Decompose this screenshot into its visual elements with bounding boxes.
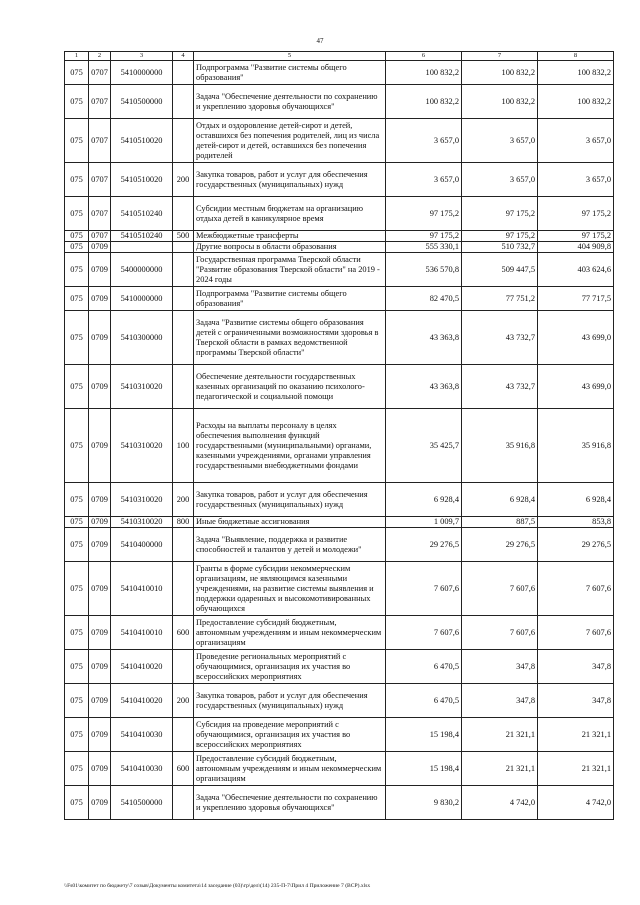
target-article-cell: 5410410030 — [111, 718, 173, 752]
target-article-cell: 5410510020 — [111, 163, 173, 197]
target-article-cell: 5410500000 — [111, 85, 173, 119]
table-row — [65, 242, 614, 253]
amount-year3-cell: 97 175,2 — [538, 197, 614, 231]
budget-table — [64, 51, 614, 820]
header-cell: 8 — [538, 52, 614, 61]
amount-year3-cell: 77 717,5 — [538, 287, 614, 311]
section-code-cell: 0707 — [89, 61, 111, 85]
admin-code-cell: 075 — [65, 409, 89, 483]
target-article-cell: 5410500000 — [111, 786, 173, 820]
amount-year3-cell: 21 321,1 — [538, 718, 614, 752]
target-article-cell: 5410410020 — [111, 650, 173, 684]
item-name-cell: Задача "Обеспечение деятельности по сохранению и укреплению здоровья обучающихся" — [194, 85, 386, 119]
amount-year3-cell: 3 657,0 — [538, 163, 614, 197]
amount-year1-cell: 100 832,2 — [386, 61, 462, 85]
amount-year1-cell: 100 832,2 — [386, 85, 462, 119]
section-code-cell: 0709 — [89, 311, 111, 365]
table-row — [65, 311, 614, 365]
amount-year1-cell: 536 570,8 — [386, 253, 462, 287]
amount-year2-cell: 100 832,2 — [462, 85, 538, 119]
admin-code-cell: 075 — [65, 119, 89, 163]
amount-year3-cell: 347,8 — [538, 650, 614, 684]
target-article-cell: 5410410020 — [111, 684, 173, 718]
expense-type-cell: 100 — [173, 409, 194, 483]
table-row — [65, 197, 614, 231]
amount-year1-cell: 1 009,7 — [386, 517, 462, 528]
section-code-cell: 0709 — [89, 718, 111, 752]
expense-type-cell — [173, 528, 194, 562]
amount-year1-cell: 6 470,5 — [386, 684, 462, 718]
page-number: 47 — [316, 37, 324, 45]
amount-year1-cell: 97 175,2 — [386, 231, 462, 242]
amount-year1-cell: 35 425,7 — [386, 409, 462, 483]
target-article-cell: 5410410010 — [111, 616, 173, 650]
target-article-cell: 5410510020 — [111, 119, 173, 163]
item-name-cell: Задача "Выявление, поддержка и развитие способностей и талантов у детей и молодежи" — [194, 528, 386, 562]
amount-year3-cell: 4 742,0 — [538, 786, 614, 820]
item-name-cell: Иные бюджетные ассигнования — [194, 517, 386, 528]
amount-year2-cell: 347,8 — [462, 684, 538, 718]
expense-type-cell: 500 — [173, 231, 194, 242]
header-cell: 4 — [173, 52, 194, 61]
amount-year2-cell: 21 321,1 — [462, 752, 538, 786]
amount-year1-cell: 97 175,2 — [386, 197, 462, 231]
header-cell: 3 — [111, 52, 173, 61]
amount-year1-cell: 15 198,4 — [386, 752, 462, 786]
target-article-cell: 5410000000 — [111, 287, 173, 311]
table-row — [65, 231, 614, 242]
amount-year2-cell: 4 742,0 — [462, 786, 538, 820]
table-row — [65, 483, 614, 517]
amount-year3-cell: 43 699,0 — [538, 311, 614, 365]
amount-year1-cell: 9 830,2 — [386, 786, 462, 820]
amount-year2-cell: 29 276,5 — [462, 528, 538, 562]
admin-code-cell: 075 — [65, 61, 89, 85]
section-code-cell: 0709 — [89, 483, 111, 517]
admin-code-cell: 075 — [65, 287, 89, 311]
section-code-cell: 0709 — [89, 517, 111, 528]
amount-year1-cell: 7 607,6 — [386, 616, 462, 650]
admin-code-cell: 075 — [65, 517, 89, 528]
expense-type-cell — [173, 61, 194, 85]
admin-code-cell: 075 — [65, 197, 89, 231]
target-article-cell: 5410510240 — [111, 231, 173, 242]
admin-code-cell: 075 — [65, 562, 89, 616]
amount-year3-cell: 35 916,8 — [538, 409, 614, 483]
table-body — [65, 61, 614, 820]
header-row — [65, 52, 614, 61]
file-path-footer: \\Fs01\комитет по бюджету\7 созыв\Документы комитета\14 заседание (03)\гр\дел\(14) 235-П-7\Прил 4 Приложение 7 (ВСР).xlsx — [64, 883, 371, 889]
table-row — [65, 253, 614, 287]
target-article-cell: 5410410030 — [111, 752, 173, 786]
section-code-cell: 0707 — [89, 197, 111, 231]
admin-code-cell: 075 — [65, 786, 89, 820]
target-article-cell: 5410410010 — [111, 562, 173, 616]
admin-code-cell: 075 — [65, 163, 89, 197]
item-name-cell: Субсидия на проведение мероприятий с обучающимися, организация их участия во всероссийских мероприятиях — [194, 718, 386, 752]
amount-year3-cell: 97 175,2 — [538, 231, 614, 242]
amount-year3-cell: 21 321,1 — [538, 752, 614, 786]
amount-year1-cell: 82 470,5 — [386, 287, 462, 311]
item-name-cell: Подпрограмма "Развитие системы общего образования" — [194, 61, 386, 85]
amount-year3-cell: 7 607,6 — [538, 616, 614, 650]
section-code-cell: 0707 — [89, 231, 111, 242]
admin-code-cell: 075 — [65, 483, 89, 517]
amount-year2-cell: 7 607,6 — [462, 562, 538, 616]
header-cell: 5 — [194, 52, 386, 61]
amount-year2-cell: 3 657,0 — [462, 163, 538, 197]
amount-year1-cell: 43 363,8 — [386, 365, 462, 409]
amount-year3-cell: 7 607,6 — [538, 562, 614, 616]
target-article-cell: 5410310020 — [111, 483, 173, 517]
table-row — [65, 409, 614, 483]
amount-year2-cell: 21 321,1 — [462, 718, 538, 752]
expense-type-cell — [173, 718, 194, 752]
section-code-cell: 0709 — [89, 365, 111, 409]
item-name-cell: Межбюджетные трансферты — [194, 231, 386, 242]
item-name-cell: Задача "Развитие системы общего образования детей с ограниченными возможностями здоровья в Тверской области в рамках ведомственной программы Тверской области" — [194, 311, 386, 365]
header-cell: 1 — [65, 52, 89, 61]
section-code-cell: 0709 — [89, 616, 111, 650]
table-row — [65, 61, 614, 85]
table-row — [65, 163, 614, 197]
table-row — [65, 85, 614, 119]
admin-code-cell: 075 — [65, 752, 89, 786]
table-row — [65, 365, 614, 409]
target-article-cell — [111, 242, 173, 253]
expense-type-cell: 800 — [173, 517, 194, 528]
table-row — [65, 786, 614, 820]
amount-year3-cell: 100 832,2 — [538, 61, 614, 85]
target-article-cell: 5410000000 — [111, 61, 173, 85]
amount-year1-cell: 3 657,0 — [386, 119, 462, 163]
amount-year3-cell: 3 657,0 — [538, 119, 614, 163]
amount-year3-cell: 29 276,5 — [538, 528, 614, 562]
target-article-cell: 5410300000 — [111, 311, 173, 365]
table-row — [65, 528, 614, 562]
expense-type-cell — [173, 119, 194, 163]
expense-type-cell — [173, 287, 194, 311]
expense-type-cell: 200 — [173, 483, 194, 517]
expense-type-cell: 600 — [173, 616, 194, 650]
amount-year3-cell: 6 928,4 — [538, 483, 614, 517]
amount-year3-cell: 347,8 — [538, 684, 614, 718]
item-name-cell: Отдых и оздоровление детей-сирот и детей, оставшихся без попечения родителей, лиц из числа детей-сирот и детей, оставшихся без попечения родителей — [194, 119, 386, 163]
section-code-cell: 0709 — [89, 242, 111, 253]
amount-year1-cell: 7 607,6 — [386, 562, 462, 616]
expense-type-cell — [173, 365, 194, 409]
admin-code-cell: 075 — [65, 242, 89, 253]
amount-year2-cell: 509 447,5 — [462, 253, 538, 287]
amount-year2-cell: 3 657,0 — [462, 119, 538, 163]
amount-year2-cell: 77 751,2 — [462, 287, 538, 311]
amount-year3-cell: 403 624,6 — [538, 253, 614, 287]
amount-year2-cell: 510 732,7 — [462, 242, 538, 253]
amount-year1-cell: 6 928,4 — [386, 483, 462, 517]
admin-code-cell: 075 — [65, 311, 89, 365]
admin-code-cell: 075 — [65, 684, 89, 718]
admin-code-cell: 075 — [65, 528, 89, 562]
expense-type-cell: 200 — [173, 684, 194, 718]
amount-year2-cell: 100 832,2 — [462, 61, 538, 85]
section-code-cell: 0707 — [89, 119, 111, 163]
expense-type-cell: 600 — [173, 752, 194, 786]
section-code-cell: 0709 — [89, 287, 111, 311]
admin-code-cell: 075 — [65, 253, 89, 287]
amount-year1-cell: 15 198,4 — [386, 718, 462, 752]
item-name-cell: Гранты в форме субсидии некоммерческим организациям, не являющимся казенными учреждениями, на развитие системы выявления и поддержки одаренных и высокомотивированных обучающихся — [194, 562, 386, 616]
section-code-cell: 0709 — [89, 528, 111, 562]
admin-code-cell: 075 — [65, 365, 89, 409]
table-row — [65, 752, 614, 786]
item-name-cell: Закупка товаров, работ и услуг для обеспечения государственных (муниципальных) нужд — [194, 163, 386, 197]
amount-year3-cell: 853,8 — [538, 517, 614, 528]
item-name-cell: Предоставление субсидий бюджетным, автономным учреждениям и иным некоммерческим организациям — [194, 616, 386, 650]
section-code-cell: 0709 — [89, 786, 111, 820]
expense-type-cell — [173, 197, 194, 231]
table-row — [65, 650, 614, 684]
amount-year3-cell: 100 832,2 — [538, 85, 614, 119]
item-name-cell: Закупка товаров, работ и услуг для обеспечения государственных (муниципальных) нужд — [194, 483, 386, 517]
header-cell: 7 — [462, 52, 538, 61]
amount-year1-cell: 555 330,1 — [386, 242, 462, 253]
expense-type-cell — [173, 650, 194, 684]
item-name-cell: Обеспечение деятельности государственных казенных организаций по оказанию психолого-педагогической и социальной помощи — [194, 365, 386, 409]
admin-code-cell: 075 — [65, 85, 89, 119]
target-article-cell: 5400000000 — [111, 253, 173, 287]
table-row — [65, 287, 614, 311]
table-row — [65, 119, 614, 163]
item-name-cell: Проведение региональных мероприятий с обучающимися, организация их участия во всероссийских мероприятиях — [194, 650, 386, 684]
section-code-cell: 0709 — [89, 752, 111, 786]
table-row — [65, 616, 614, 650]
table-row — [65, 517, 614, 528]
amount-year2-cell: 97 175,2 — [462, 231, 538, 242]
target-article-cell: 5410510240 — [111, 197, 173, 231]
expense-type-cell — [173, 311, 194, 365]
item-name-cell: Расходы на выплаты персоналу в целях обеспечения выполнения функций государственными (муниципальными) органами, казенными учреждениями, органами управления государственными внебюджетными фондами — [194, 409, 386, 483]
item-name-cell: Подпрограмма "Развитие системы общего образования" — [194, 287, 386, 311]
section-code-cell: 0709 — [89, 684, 111, 718]
item-name-cell: Закупка товаров, работ и услуг для обеспечения государственных (муниципальных) нужд — [194, 684, 386, 718]
section-code-cell: 0709 — [89, 253, 111, 287]
amount-year3-cell: 43 699,0 — [538, 365, 614, 409]
section-code-cell: 0709 — [89, 409, 111, 483]
amount-year2-cell: 35 916,8 — [462, 409, 538, 483]
amount-year1-cell: 3 657,0 — [386, 163, 462, 197]
expense-type-cell — [173, 242, 194, 253]
header-cell: 6 — [386, 52, 462, 61]
expense-type-cell — [173, 253, 194, 287]
amount-year2-cell: 7 607,6 — [462, 616, 538, 650]
admin-code-cell: 075 — [65, 231, 89, 242]
target-article-cell: 5410310020 — [111, 517, 173, 528]
target-article-cell: 5410310020 — [111, 365, 173, 409]
item-name-cell: Государственная программа Тверской области "Развитие образования Тверской области" на 2019 - 2024 годы — [194, 253, 386, 287]
amount-year2-cell: 887,5 — [462, 517, 538, 528]
expense-type-cell — [173, 786, 194, 820]
table-row — [65, 684, 614, 718]
amount-year1-cell: 6 470,5 — [386, 650, 462, 684]
section-code-cell: 0707 — [89, 85, 111, 119]
table-row — [65, 718, 614, 752]
header-cell: 2 — [89, 52, 111, 61]
section-code-cell: 0709 — [89, 562, 111, 616]
expense-type-cell — [173, 85, 194, 119]
table-row — [65, 562, 614, 616]
item-name-cell: Субсидии местным бюджетам на организацию отдыха детей в каникулярное время — [194, 197, 386, 231]
item-name-cell: Другие вопросы в области образования — [194, 242, 386, 253]
target-article-cell: 5410310020 — [111, 409, 173, 483]
amount-year2-cell: 43 732,7 — [462, 365, 538, 409]
item-name-cell: Задача "Обеспечение деятельности по сохранению и укреплению здоровья обучающихся" — [194, 786, 386, 820]
admin-code-cell: 075 — [65, 718, 89, 752]
amount-year1-cell: 29 276,5 — [386, 528, 462, 562]
target-article-cell: 5410400000 — [111, 528, 173, 562]
section-code-cell: 0707 — [89, 163, 111, 197]
expense-type-cell — [173, 562, 194, 616]
amount-year3-cell: 404 909,8 — [538, 242, 614, 253]
amount-year2-cell: 43 732,7 — [462, 311, 538, 365]
expense-type-cell: 200 — [173, 163, 194, 197]
amount-year2-cell: 347,8 — [462, 650, 538, 684]
amount-year2-cell: 97 175,2 — [462, 197, 538, 231]
item-name-cell: Предоставление субсидий бюджетным, автономным учреждениям и иным некоммерческим организациям — [194, 752, 386, 786]
amount-year2-cell: 6 928,4 — [462, 483, 538, 517]
amount-year1-cell: 43 363,8 — [386, 311, 462, 365]
admin-code-cell: 075 — [65, 616, 89, 650]
admin-code-cell: 075 — [65, 650, 89, 684]
section-code-cell: 0709 — [89, 650, 111, 684]
